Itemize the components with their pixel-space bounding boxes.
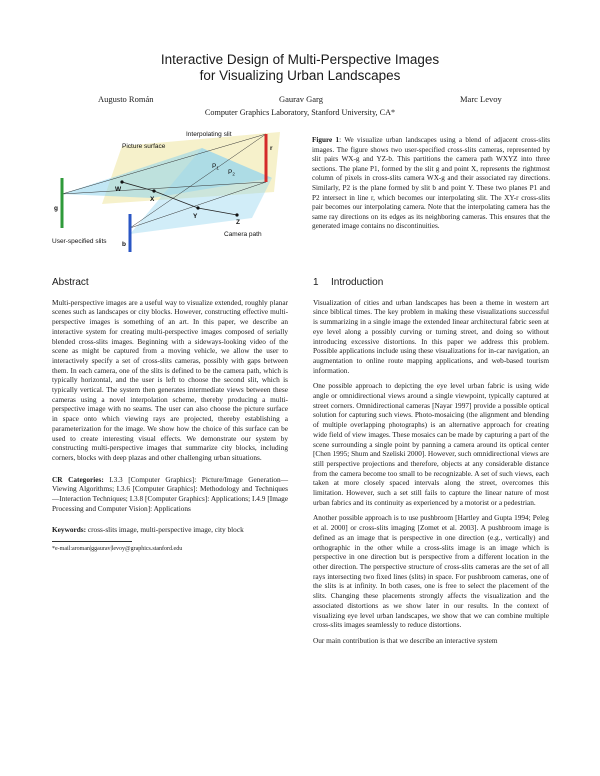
cr-label: CR Categories:	[52, 474, 104, 484]
footnote: *e-mail:aroman|ggaurav|levoy@graphics.stanford.edu	[52, 546, 183, 553]
keywords-label: Keywords:	[52, 525, 87, 535]
left-column	[52, 278, 288, 553]
affiliation: Computer Graphics Laboratory, Stanford University, CA*	[204, 108, 396, 117]
abstract-body: Multi-perspective images are a useful way to visualize extended, roughly planar scenes such as landscapes or city blocks. However, constructing effective multi-perspective images is something of an art. In this paper, we describe an interactive system for creating multi-perspective images composed of serially blended cross-slits images. Beginning with a sideways-looking video of the scene as might be captured from a moving vehicle, we allow the user to interactively specify a set of cross-slits cameras, possibly with gaps between them. In each camera, one of the slits is defined to be the camera path, which is typically horizontal, and the user is left to choose the second slit, which is typically vertical. The system then generates intermediate views between these cameras using a novel interpolation scheme, thereby producing a multi-perspective image with no seams. The user can also choose the picture surface in space onto which viewing rays are projected, thereby establishing a parameterization for the image. We show how the choice of this surface can be used to create interesting visual effects. We demonstrate our system by constructing multi-perspective images that summarize city blocks, including corners, blocks with deep plazas and other challenging urban situations.	[52, 297, 288, 462]
paper-title	[0, 52, 600, 84]
label-camera-path: Camera path	[224, 231, 262, 238]
label-r: r	[270, 145, 273, 152]
intro-number: 1	[313, 277, 319, 288]
cr-categories	[52, 475, 288, 514]
intro-paragraph-4: Our main contribution is that we describe an interactive system	[313, 635, 498, 645]
footnote-rule	[52, 541, 132, 542]
point-z	[235, 213, 238, 216]
figure-diagram	[52, 128, 282, 258]
label-user-slits: User-specified slits	[52, 238, 107, 245]
label-w: W	[115, 186, 122, 193]
keywords-text: cross-slits image, multi-perspective image, city block	[87, 525, 244, 535]
intro-paragraph-1: Visualization of cities and urban landscapes has been a theme in western art since biblical times. The key problem in making these visualizations successful is summarizing in a single image the extended linear architectural fabric seen at eye level along a possibly curving or turning street, and doing so without introducing excessive distortions. In this paper we address this problem. Possible applications include using these visualizations for in-car navigation, an augmentation to online route mapping applications, and web-based tourism information.	[313, 297, 549, 375]
point-w	[120, 180, 123, 183]
label-g: g	[54, 205, 58, 212]
point-y	[196, 206, 199, 209]
label-interpolating-slit: Interpolating slit	[186, 131, 232, 138]
label-x: X	[150, 196, 155, 203]
label-p2: $P_2$	[228, 169, 235, 177]
title-line-1: Interactive Design of Multi-Perspective Images	[160, 52, 440, 67]
intro-paragraph-3: Another possible approach is to use pushbroom [Hartley and Gupta 1994; Peleg et al. 2000] or cross-slits imaging [Zomet et al. 2003]. A pushbroom image is defined as an image that is perspective in one direction (e.g., vertically) and orthographic in the other while a cross-slits image is an image which is perspective in one direction but is perspective from a different location in the other direction. The perspective structure of cross-slits cameras are the set of all rays intersecting two fixed lines (slits) in space. For pushbroom cameras, one of the slits is at infinity. In both cases, one is free to select the placement of the slits. Changing these placements strongly affects the visualization and the associated distortions as we show later in our results. In the context of visualizing eye level urban landscapes, we show that we can combine multiple cross-slits images seamlessly to reduce distortions.	[313, 513, 549, 630]
label-z: Z	[236, 219, 240, 226]
keywords	[52, 525, 288, 535]
intro-heading	[313, 278, 549, 288]
caption-text: : We visualize urban landscapes using a blend of adjacent cross-slits images. The figure shows two user-specified cross-slits cameras, represented by slit pairs WX-g and YZ-b. This partitions the camera path WXYZ into three sections. The plane P1, formed by the slit g and point X, represents the rightmost column of pixels in cross-slits camera WX-g and their associated ray directions. Similarly, P2 is the plane formed by slit b and point Y. These two planes P1 and P2 intersect in line r, which becomes our interpolating slit. The XY-r cross-slits pair becomes our interpolating camera. Note that the interpolating camera has the same ray directions on its edges as its neighboring cameras. This ensures that the generated image contains no discontinuities.	[312, 136, 550, 231]
label-b: b	[122, 241, 126, 248]
figure-caption	[312, 136, 550, 232]
cr-text: I.3.3 [Computer Graphics]: Picture/Image Generation—Viewing Algorithms; I.3.6 [Computer Graphics]: Methodology and Techniques—Interaction Techniques; I.3.8 [Computer Graphics]: Applications; I.4.9 [Image Processing and Computer Vision]: Applications	[52, 474, 288, 513]
author-2: Gaurav Garg	[279, 94, 323, 104]
caption-lead: Figure 1	[312, 136, 340, 144]
abstract-heading: Abstract	[52, 277, 89, 288]
author-1: Augusto Román	[98, 94, 154, 104]
label-p1: $P_1$	[212, 163, 219, 171]
label-picture-surface: Picture surface	[122, 143, 166, 150]
author-3: Marc Levoy	[460, 94, 502, 104]
right-column	[313, 278, 549, 652]
label-y: Y	[193, 213, 198, 220]
intro-paragraph-2: One possible approach to depicting the eye level urban fabric is using wide angle or omnidirectional views around a single viewpoint, typically captured at street corners. Omnidirectional cameras [Nayar 1997] provide a possible optical solution for capturing such views. Photo-mosaicing (the alignment and blending of multiple overlapping photographs) is an alternative approach for creating wide field of view images. These mosaics can be made by capturing a part of the scene surrounding a single point by panning a camera around its optical center [Chen 1995; Shum and Szeliski 2000]. However, such omnidirectional views are still perspective projections and therefore, objects at any considerable distance from the camera become too small to be recognizable. A set of such views, each taken at more closely spaced intervals along the street, overcomes this limitation. However, such a set still fails to capture the linear nature of most urban fabrics and its continuity as experienced by a motorist or a pedestrian.	[313, 381, 549, 507]
point-x	[152, 189, 155, 192]
intro-title: Introduction	[331, 277, 384, 288]
title-line-2: for Visualizing Urban Landscapes	[199, 68, 401, 83]
